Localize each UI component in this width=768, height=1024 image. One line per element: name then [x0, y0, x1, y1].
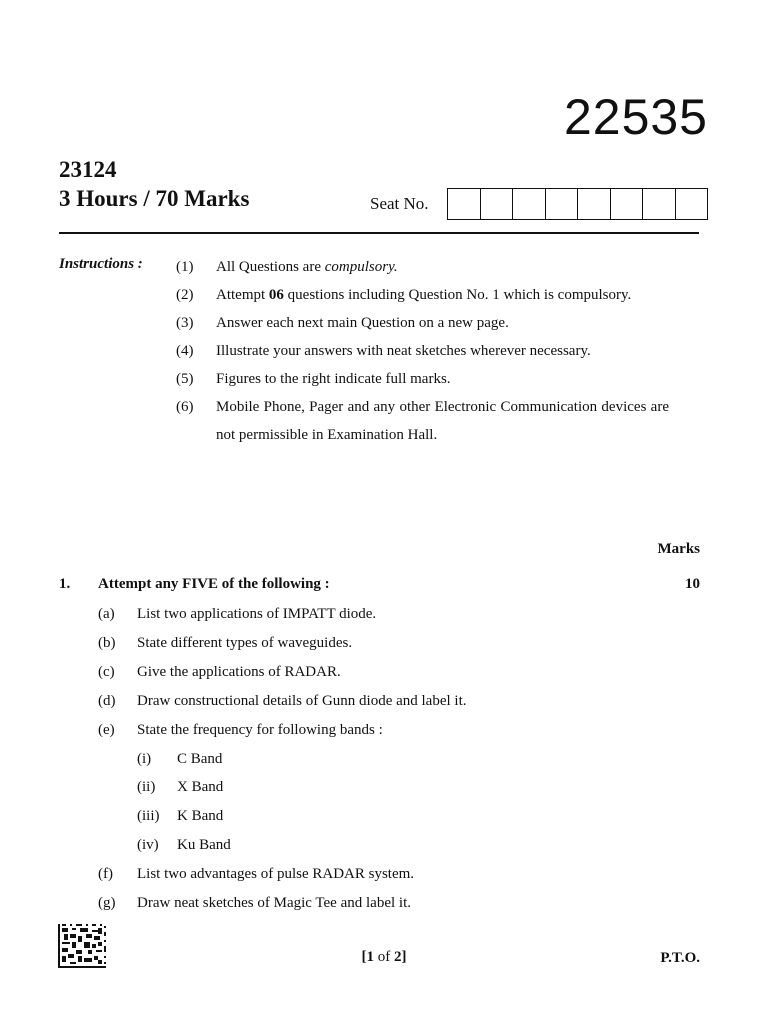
band-text: K Band	[177, 808, 224, 825]
part-text: List two advantages of pulse RADAR system.	[137, 866, 415, 883]
question-part	[98, 860, 658, 889]
part-text: List two applications of IMPATT diode.	[137, 606, 377, 622]
subject-code: 23124	[59, 157, 117, 182]
instruction-text-plain: All Questions are	[216, 259, 321, 275]
band-label: (iii)	[137, 808, 160, 825]
instruction-item	[176, 393, 669, 449]
band-text: Ku Band	[177, 837, 231, 854]
seat-box	[448, 189, 481, 219]
instruction-item	[176, 253, 669, 281]
question-part	[98, 629, 658, 658]
part-label: (e)	[98, 721, 115, 738]
instruction-item	[176, 337, 669, 365]
marks-column-heading: Marks	[657, 541, 700, 557]
part-label: (g)	[98, 895, 116, 912]
question-title: Attempt any FIVE of the following :	[98, 576, 330, 592]
instruction-text: Answer each next main Question on a new page.	[216, 315, 509, 331]
instruction-number: (2)	[176, 287, 194, 303]
instructions-list	[176, 253, 669, 449]
instruction-text-bold: 06	[265, 287, 288, 303]
instruction-text: Figures to the right indicate full marks.	[216, 371, 451, 387]
instruction-item	[176, 281, 669, 309]
part-label: (a)	[98, 606, 115, 622]
part-text: State different types of waveguides.	[137, 634, 353, 651]
instruction-number: (1)	[176, 259, 194, 275]
instruction-text	[216, 281, 669, 309]
instruction-number: (3)	[176, 315, 194, 331]
question-part	[98, 658, 658, 687]
instruction-item	[176, 365, 669, 393]
page-number: 1	[366, 949, 374, 965]
seat-number-label: Seat No.	[370, 194, 429, 213]
question-parts	[98, 600, 658, 918]
instruction-text: Illustrate your answers with neat sketches wherever necessary.	[216, 343, 591, 359]
instruction-text	[216, 253, 669, 281]
header-divider	[59, 232, 699, 234]
seat-box	[676, 189, 709, 219]
instruction-text: Mobile Phone, Pager and any other Electronic Communication devices are not permissible in Examination Hall.	[216, 399, 669, 443]
instruction-number: (5)	[176, 371, 194, 387]
seat-number-boxes	[447, 188, 708, 220]
question-part	[98, 687, 658, 716]
seat-box	[481, 189, 514, 219]
instructions-label: Instructions :	[59, 256, 143, 272]
please-turn-over: P.T.O.	[660, 950, 700, 966]
part-text: Draw neat sketches of Magic Tee and label it.	[137, 895, 411, 912]
part-text: Draw constructional details of Gunn diode and label it.	[137, 692, 467, 709]
band-item	[98, 745, 658, 774]
seat-box	[578, 189, 611, 219]
question-marks: 10	[685, 576, 700, 592]
page-bracket-open: [	[361, 949, 367, 965]
question-part	[98, 600, 658, 629]
question-part	[98, 716, 658, 745]
band-label: (iv)	[137, 837, 159, 854]
question-part	[98, 889, 658, 918]
instruction-text-rest: questions including Question No. 1 which is compulsory.	[287, 287, 632, 303]
seat-box	[546, 189, 579, 219]
band-item	[98, 831, 658, 860]
part-text: State the frequency for following bands :	[137, 721, 383, 738]
part-label: (d)	[98, 692, 116, 709]
seat-box	[513, 189, 546, 219]
page-indicator	[0, 949, 768, 966]
instruction-item	[176, 309, 669, 337]
part-label: (b)	[98, 634, 116, 651]
band-text: X Band	[177, 779, 224, 796]
question-number: 1.	[59, 576, 71, 592]
page-bracket-close: ]	[401, 949, 407, 965]
instruction-text-plain: Attempt	[216, 287, 266, 303]
part-label: (f)	[98, 866, 113, 883]
part-text: Give the applications of RADAR.	[137, 663, 341, 680]
band-text: C Band	[177, 750, 223, 767]
instruction-number: (6)	[176, 399, 194, 415]
duration-marks: 3 Hours / 70 Marks	[59, 186, 250, 211]
instruction-number: (4)	[176, 343, 194, 359]
band-item	[98, 802, 658, 831]
band-label: (i)	[137, 750, 152, 767]
band-label: (ii)	[137, 779, 156, 796]
page-of: of	[374, 949, 394, 965]
page-total: 2	[394, 949, 402, 965]
instruction-text-emphasis: compulsory.	[320, 259, 398, 275]
part-label: (c)	[98, 663, 115, 680]
paper-code: 22535	[563, 89, 708, 145]
seat-box	[643, 189, 676, 219]
seat-box	[611, 189, 644, 219]
band-item	[98, 773, 658, 802]
